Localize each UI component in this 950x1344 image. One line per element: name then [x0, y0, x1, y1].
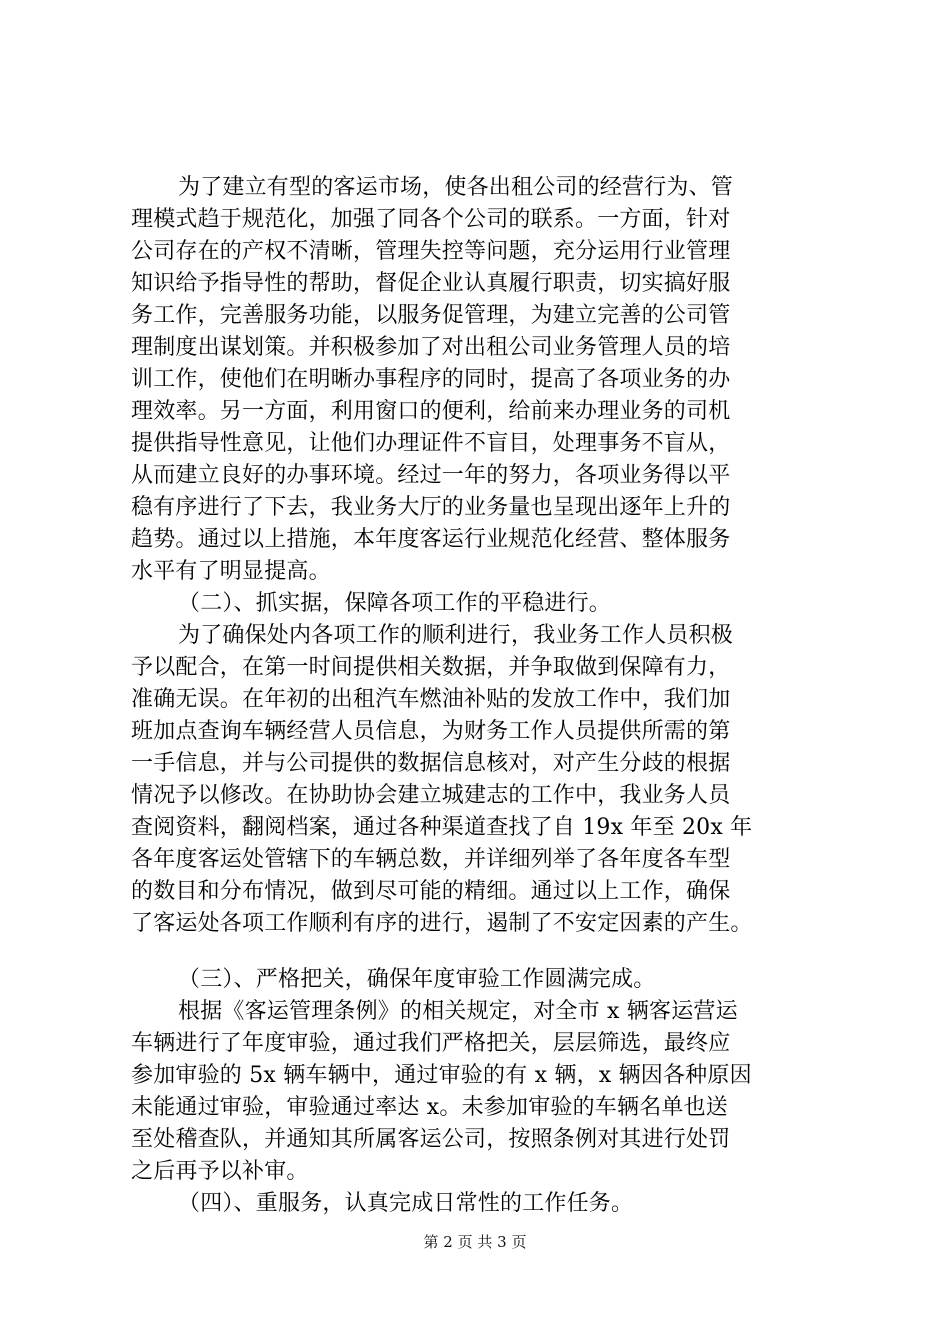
paragraph-1-line: 知识给予指导性的帮助，督促企业认真履行职责，切实搞好服: [131, 271, 731, 296]
paragraph-2-line: 各年度客运处管辖下的车辆总数，并详细列举了各年度各车型: [131, 847, 731, 872]
paragraph-1-line: 水平有了明显提高。: [131, 559, 331, 584]
paragraph-3-line: 未能通过审验，审验通过率达 x。未参加审验的车辆名单也送: [131, 1095, 729, 1120]
paragraph-1-line: 训工作，使他们在明晰办事程序的同时，提高了各项业务的办: [131, 367, 731, 392]
section-heading-4: （四）、重服务，认真完成日常性的工作任务。: [178, 1191, 634, 1216]
paragraph-2-line: 了客运处各项工作顺利有序的进行，遏制了不安定因素的产生。: [131, 911, 753, 936]
paragraph-2-line: 为了确保处内各项工作的顺利进行，我业务工作人员积极: [178, 623, 734, 648]
paragraph-3-line: 根据《客运管理条例》的相关规定，对全市 x 辆客运营运: [178, 999, 738, 1024]
paragraph-3-line: 车辆进行了年度审验，通过我们严格把关，层层筛选，最终应: [131, 1031, 731, 1056]
section-heading-2: （二）、抓实据，保障各项工作的平稳进行。: [178, 591, 612, 616]
paragraph-2-line: 班加点查询车辆经营人员信息，为财务工作人员提供所需的第: [131, 719, 731, 744]
paragraph-1-line: 务工作，完善服务功能，以服务促管理，为建立完善的公司管: [131, 303, 731, 328]
paragraph-2-line: 准确无误。在年初的出租汽车燃油补贴的发放工作中，我们加: [131, 687, 731, 712]
paragraph-3-line: 参加审验的 5x 辆车辆中，通过审验的有 x 辆，x 辆因各种原因: [131, 1063, 752, 1088]
paragraph-1-line: 理效率。另一方面，利用窗口的便利，给前来办理业务的司机: [131, 399, 731, 424]
paragraph-2-line: 予以配合，在第一时间提供相关数据，并争取做到保障有力，: [131, 655, 731, 680]
paragraph-1-line: 为了建立有型的客运市场，使各出租公司的经营行为、管: [178, 175, 734, 200]
paragraph-3-line: 至处稽查队，并通知其所属客运公司，按照条例对其进行处罚: [131, 1127, 731, 1152]
paragraph-1-line: 趋势。通过以上措施，本年度客运行业规范化经营、整体服务: [131, 527, 731, 552]
paragraph-1-line: 理模式趋于规范化，加强了同各个公司的联系。一方面，针对: [131, 207, 731, 232]
paragraph-2-line: 查阅资料，翻阅档案，通过各种渠道查找了自 19x 年至 20x 年: [131, 815, 753, 840]
section-heading-3: （三）、严格把关，确保年度审验工作圆满完成。: [178, 967, 656, 992]
paragraph-2-line: 一手信息，并与公司提供的数据信息核对，对产生分歧的根据: [131, 751, 731, 776]
paragraph-1-line: 提供指导性意见，让他们办理证件不盲目，处理事务不盲从，: [131, 431, 731, 456]
paragraph-2-line: 的数目和分布情况，做到尽可能的精细。通过以上工作，确保: [131, 879, 731, 904]
paragraph-3-line: 之后再予以补审。: [131, 1159, 309, 1184]
paragraph-2-line: 情况予以修改。在协助协会建立城建志的工作中，我业务人员: [131, 783, 731, 808]
page-number-footer: 第 2 页 共 3 页: [423, 1233, 527, 1251]
paragraph-1-line: 公司存在的产权不清晰，管理失控等问题，充分运用行业管理: [131, 239, 731, 264]
paragraph-1-line: 稳有序进行了下去，我业务大厅的业务量也呈现出逐年上升的: [131, 495, 731, 520]
paragraph-1-line: 理制度出谋划策。并积极参加了对出租公司业务管理人员的培: [131, 335, 731, 360]
paragraph-1-line: 从而建立良好的办事环境。经过一年的努力，各项业务得以平: [131, 463, 731, 488]
